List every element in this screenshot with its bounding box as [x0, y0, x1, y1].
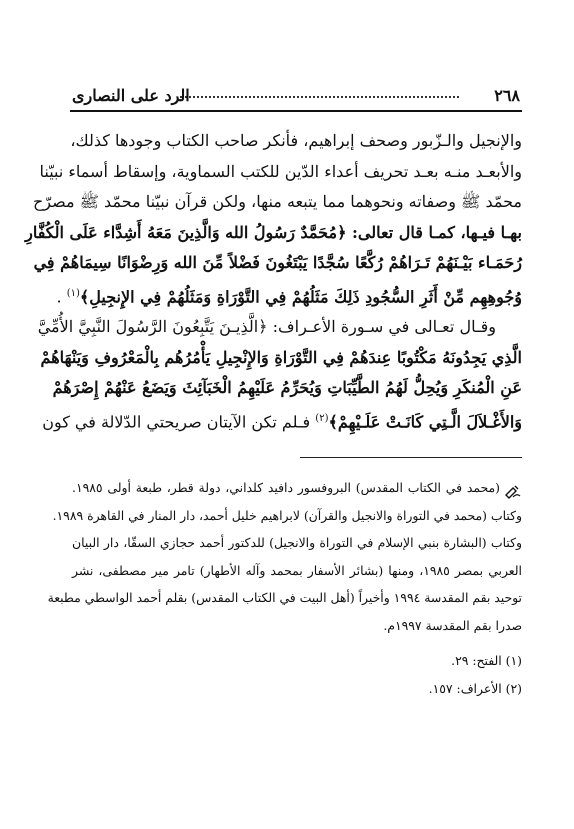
footnote-line: توحيد بقم المقدسة ١٩٩٤ وأخيراً (أهل البيت في الكتاب المقدس) بقلم أحمد الواسطي مطبعة — [47, 590, 522, 605]
body-line-mixed — [42, 404, 522, 438]
footnote-ref-entry-2: (٢) الأعراف: ١٥٧. — [428, 680, 522, 696]
footnote-line: وكتاب (البشارة بنبي الإسلام في التوراة والانجيل) للدكتور أحمد حجازي السقّا، دار البيان — [72, 535, 522, 550]
footnote-line: صدرا بقم المقدسة ١٩٩٧م. — [383, 617, 522, 633]
body-line: محمّد ﷺ وصفاته ونحوهما مما يتبعه منها، ولكن قرآن نبيّنا محمّد ﷺ مصرّح — [32, 192, 522, 211]
body-text-fragment: فـلم تكن الآيتان صريحتي الدّلالة في كون — [42, 412, 311, 432]
footnote-spacer — [72, 639, 522, 647]
body-line-verse: الَّذِي يَجِدُونَهُ مَكْتُوبًا عِندَهُمْ فِي التَّوْرَاةِ وَالإِنْجِيلِ يَأْمُرُهُم بِالْمَعْرُوفِ وَيَنْهَاهُمْ — [40, 347, 522, 367]
body-line: والأبعـد منـه بعـد تحريف أعداء الدّين للكتب السماوية، وإسقاط أسماء نبيّنا — [39, 161, 522, 181]
footnote-line: وكتاب (محمد في التوراة والانجيل والقرآن) لابراهيم خليل أحمد، دار المنار في القاهرة ١٩٨٩. — [52, 507, 522, 523]
footnote-ref-1: (١) — [66, 287, 80, 299]
header-rule — [70, 110, 522, 112]
verse-text: وَالأَغْـلاَلَ الَّـتِي كَانَـتْ عَلَـيْهِمْ﴾ — [328, 412, 522, 432]
footnote-line: العربي بمصر ١٩٨٥، ومنها (بشائر الأسفار بمحمد وآله الأطهار) تامر مير مصطفى، نشر — [72, 562, 522, 578]
running-title: الرد على النصارى — [72, 86, 190, 105]
pen-note-icon — [504, 481, 522, 497]
verse-text: وُجُوهِهِم مِّنْ أَثَرِ السُّجُودِ ذَلِكَ مَثَلُهُمْ فِي التَّوْرَاةِ وَمَثَلُهُمْ فِي الإِنجِيلِ﴾ — [79, 286, 522, 306]
footnotes — [47, 474, 522, 702]
footnote-ref-entry-1: (١) الفتح: ٢٩. — [451, 653, 522, 668]
footnote-text: (محمد في الكتاب المقدس) البروفسور دافيد كلداني، دولة قطر، طبعة أولى ١٩٨٥. — [72, 480, 500, 495]
body-line-verse-end: وُجُوهِهِم مِّنْ أَثَرِ السُّجُودِ ذَلِكَ مَثَلُهُمْ فِي التَّوْرَاةِ وَمَثَلُهُمْ فِي الإِنجِيلِ﴾$^{(١)}$ . — [56, 286, 522, 306]
body-line-verse: عَنِ الْمُنكَرِ وَيُحِلُّ لَهُمُ الطَّيِّبَاتِ وَيُحَرِّمُ عَلَيْهِمُ الْخَبَآئِثَ وَيَضَعُ عَنْهُمْ إِصْرَهُمْ — [52, 378, 522, 398]
main-text — [25, 126, 522, 438]
body-line-indented: وقـال تعـالى في سـورة الأعـراف: ﴿الَّذِيـنَ يَتَّبِعُونَ الرَّسُولَ النَّبِيَّ الأُمِّيَّ — [37, 317, 496, 337]
footnote-ref-2: (٢) — [315, 412, 329, 424]
body-line-verse: بهـا فيـها، كمـا قال تعالى: ﴿مُحَمَّدٌ رَسُولُ الله وَالَّذِينَ مَعَهُ أَشِدَّاء عَلَى الْكُفَّارِ — [25, 222, 522, 242]
body-line: والإنجيل والـزّبور وصحف إبراهيم، فأنكر صاحب الكتاب وجودها كذلك، — [70, 131, 522, 150]
body-line-verse: رُحَمَـاء بَيْـنَهُمْ تَـرَاهُمْ رُكَّعًا سُجَّدًا يَبْتَغُونَ فَضْلاً مِّنَ الله وَرِضْوَانًا سِيمَاهُمْ فِي — [33, 253, 522, 272]
page-number: ٢٦٨ — [494, 86, 520, 105]
footnote-separator — [300, 457, 522, 458]
header-dotted-leader — [180, 96, 459, 98]
footnote-line — [72, 474, 522, 502]
